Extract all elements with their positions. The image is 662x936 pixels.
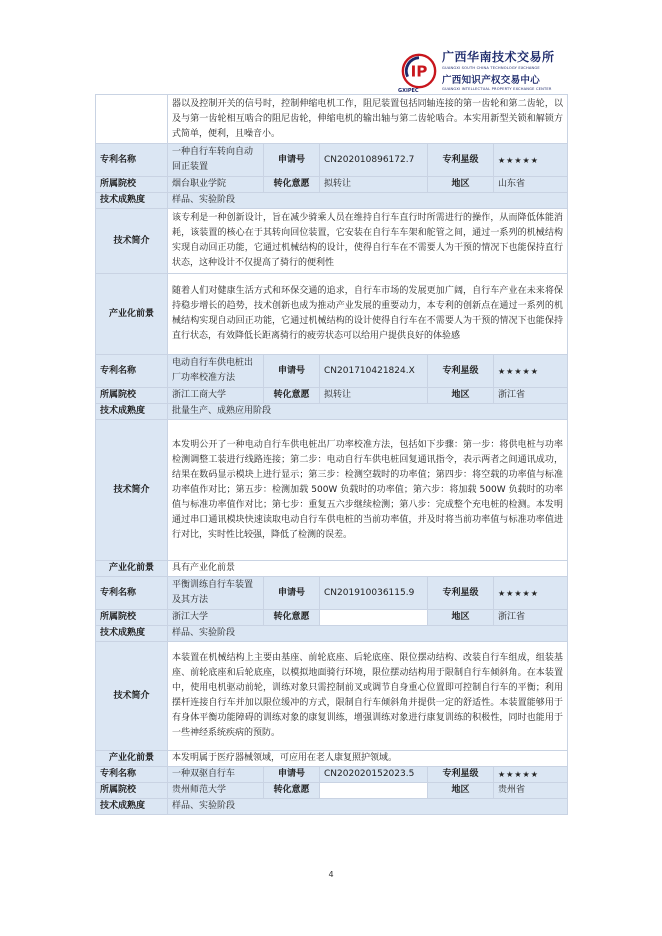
patent-2-meta-row — [96, 388, 568, 404]
page-header — [400, 48, 630, 94]
patent-1-maturity-row — [96, 193, 568, 209]
patent-3-summary-row — [96, 642, 568, 751]
patent-3-meta-row — [96, 610, 568, 626]
label-tech-summary: 技术简介 — [96, 642, 168, 751]
patent-2-transfer-intent: 拟转让 — [320, 388, 428, 404]
patent-4-maturity-row — [96, 799, 568, 815]
center-name: 广西知识产权交易中心 — [442, 75, 541, 86]
label-university: 所属院校 — [96, 783, 168, 799]
patent-3-university: 浙江大学 — [168, 610, 264, 626]
label-maturity: 技术成熟度 — [96, 626, 168, 642]
label-application-no: 申请号 — [264, 144, 320, 177]
patent-4-transfer-intent — [320, 783, 428, 799]
label-industry-prospect: 产业化前景 — [96, 274, 168, 355]
patent-4-meta-row — [96, 783, 568, 799]
label-transfer-intent: 转化意愿 — [264, 783, 320, 799]
patent-3-maturity: 样品、实验阶段 — [168, 626, 568, 642]
patent-2-region: 浙江省 — [494, 388, 568, 404]
patent-3-title-row — [96, 577, 568, 610]
label-application-no: 申请号 — [264, 577, 320, 610]
patent-2-maturity-row — [96, 404, 568, 420]
patent-1-meta-row — [96, 177, 568, 193]
label-university: 所属院校 — [96, 610, 168, 626]
patent-2-title-row — [96, 355, 568, 388]
patent-2-application-no: CN201710421824.X — [320, 355, 428, 388]
patent-3-application-no: CN201910036115.9 — [320, 577, 428, 610]
patent-1-application-no: CN202010896172.7 — [320, 144, 428, 177]
patent-4-maturity: 样品、实验阶段 — [168, 799, 568, 815]
label-maturity: 技术成熟度 — [96, 193, 168, 209]
patent-2-prospect: 具有产业化前景 — [168, 561, 568, 577]
label-transfer-intent: 转化意愿 — [264, 610, 320, 626]
patent-3-rating: ★★★★★ — [494, 577, 568, 610]
patent-3-summary: 本装置在机械结构上主要由基座、前轮底座、后轮底座、限位摆动结构、改装自行车组成，组装基座、前轮底座和后轮底座，以模拟地面骑行环境，限位摆动结构用于限制自行车倾斜角。在本装置中，使用电机驱动前轮，训练对象只需控制前叉或调节自身重心位置即可控制自行车的平衡；利用摆杆连接自行车并加以限位缓冲的方式，限制自行车倾斜角并提供一定的舒适性。本装置能够用于有身体平衡功能障碍的训练对象的康复训练，增强训练对象进行康复训练的积极性，同时也能用于一些神经系统疾病的预防。 — [168, 642, 568, 751]
patent-4-title-row — [96, 767, 568, 783]
label-patent-rating: 专利星级 — [428, 577, 494, 610]
label-university: 所属院校 — [96, 388, 168, 404]
label-patent-name: 专利名称 — [96, 577, 168, 610]
patent-1-region: 山东省 — [494, 177, 568, 193]
patent-table — [95, 94, 568, 815]
label-maturity: 技术成熟度 — [96, 799, 168, 815]
label-application-no: 申请号 — [264, 355, 320, 388]
label-patent-rating: 专利星级 — [428, 767, 494, 783]
patent-2-rating: ★★★★★ — [494, 355, 568, 388]
label-application-no: 申请号 — [264, 767, 320, 783]
label-maturity: 技术成熟度 — [96, 404, 168, 420]
patent-1-summary: 该专利是一种创新设计，旨在减少骑乘人员在维持自行车直行时所需进行的操作，从而降低体能消耗，该装置的核心在于其转向回位装置，它安装在自行车车架和舵管之间，通过一系列的机械结构实现自动回正功能，它通过机械结构的设计，使得自行车在不需要人为干预的情况下也能保持直行状态，这种设计不仅提高了骑行的便利性 — [168, 209, 568, 274]
gxipec-logo-icon — [400, 52, 438, 90]
label-university: 所属院校 — [96, 177, 168, 193]
patent-4-application-no: CN202020152023.5 — [320, 767, 428, 783]
patent-1-maturity: 样品、实验阶段 — [168, 193, 568, 209]
org-name: 广西华南技术交易所 — [442, 50, 555, 64]
label-patent-rating: 专利星级 — [428, 355, 494, 388]
logo-abbreviation: GXIPEC — [398, 88, 419, 94]
patent-4-name: 一种双驱自行车 — [168, 767, 264, 783]
patent-2-name: 电动自行车供电桩出厂功率校准方法 — [168, 355, 264, 388]
patent-2-summary-row — [96, 420, 568, 561]
continuation-text: 器以及控制开关的信号时，控制伸缩电机工作，阻尼装置包括同轴连接的第一齿轮和第二齿轮，以及与第一齿轮相互啮合的阻尼齿轮，伸缩电机的输出轴与第二齿轮啮合。本实用新型关锁和解锁方式简单，便利，且噪音小。 — [168, 95, 568, 144]
label-patent-rating: 专利星级 — [428, 144, 494, 177]
patent-2-maturity: 批量生产、成熟应用阶段 — [168, 404, 568, 420]
svg-text:IP: IP — [410, 62, 428, 81]
patent-1-prospect-row — [96, 274, 568, 355]
label-industry-prospect: 产业化前景 — [96, 561, 168, 577]
patent-4-rating: ★★★★★ — [494, 767, 568, 783]
patent-3-name: 平衡训练自行车装置及其方法 — [168, 577, 264, 610]
label-transfer-intent: 转化意愿 — [264, 388, 320, 404]
patent-3-maturity-row — [96, 626, 568, 642]
patent-2-university: 浙江工商大学 — [168, 388, 264, 404]
patent-1-title-row — [96, 144, 568, 177]
patent-4-university: 贵州师范大学 — [168, 783, 264, 799]
patent-1-transfer-intent: 拟转让 — [320, 177, 428, 193]
patent-1-prospect: 随着人们对健康生活方式和环保交通的追求，自行车市场的发展更加广阔，自行车产业在未来将保持稳步增长的趋势，技术创新也成为推动产业发展的重要动力，本专利的创新点在通过一系列的机械结构实现自动回正功能，它通过机械结构的设计使得自行车在不需要人为干预的情况下也能保持直行状态，有效降低长距离骑行的疲劳状态可以给用户提供良好的体验感 — [168, 274, 568, 355]
label-region: 地区 — [428, 388, 494, 404]
label-region: 地区 — [428, 177, 494, 193]
label-tech-summary: 技术简介 — [96, 420, 168, 561]
org-name-en: GUANGXI SOUTH CHINA TECHNOLOGY EXCHANGE — [442, 66, 540, 70]
patent-3-prospect: 本发明属于医疗器械领域，可应用在老人康复照护领域。 — [168, 751, 568, 767]
continuation-row — [96, 95, 568, 144]
page-number: 4 — [328, 870, 334, 879]
label-tech-summary: 技术简介 — [96, 209, 168, 274]
label-patent-name: 专利名称 — [96, 144, 168, 177]
patent-3-prospect-row — [96, 751, 568, 767]
label-transfer-intent: 转化意愿 — [264, 177, 320, 193]
label-region: 地区 — [428, 783, 494, 799]
label-patent-name: 专利名称 — [96, 767, 168, 783]
patent-2-prospect-row — [96, 561, 568, 577]
patent-2-summary: 本发明公开了一种电动自行车供电桩出厂功率校准方法，包括如下步骤：第一步：将供电桩与功率检测调整工装进行线路连接；第二步：电动自行车供电桩回复通讯指令，表示两者之间通讯成功，结果在数码显示模块上进行显示；第三步：检测空载时的功率值；第四步：将空载的功率值与标准功率值作对比；第五步：检测加载 500W 负载时的功率值；第六步：将加载 500W 负载时的功率值与标准功率值作对比；第七步：重复五六步继续检测；第八步：完成整个充电桩的检测。本发明通过串口通讯模块快速读取电动自行车供电桩的当前功率值，并及时将当前功率值与标准功率值进行对比，实时性比较强，降低了检测的误差。 — [168, 420, 568, 561]
label-patent-name: 专利名称 — [96, 355, 168, 388]
center-name-en: GUANGXI INTELLECTUAL PROPERTY EXCHANGE CENTER — [442, 87, 552, 91]
patent-1-name: 一种自行车转向自动回正装置 — [168, 144, 264, 177]
patent-3-region: 浙江省 — [494, 610, 568, 626]
patent-4-region: 贵州省 — [494, 783, 568, 799]
patent-1-summary-row — [96, 209, 568, 274]
label-region: 地区 — [428, 610, 494, 626]
patent-1-university: 烟台职业学院 — [168, 177, 264, 193]
patent-3-transfer-intent — [320, 610, 428, 626]
label-industry-prospect: 产业化前景 — [96, 751, 168, 767]
patent-1-rating: ★★★★★ — [494, 144, 568, 177]
